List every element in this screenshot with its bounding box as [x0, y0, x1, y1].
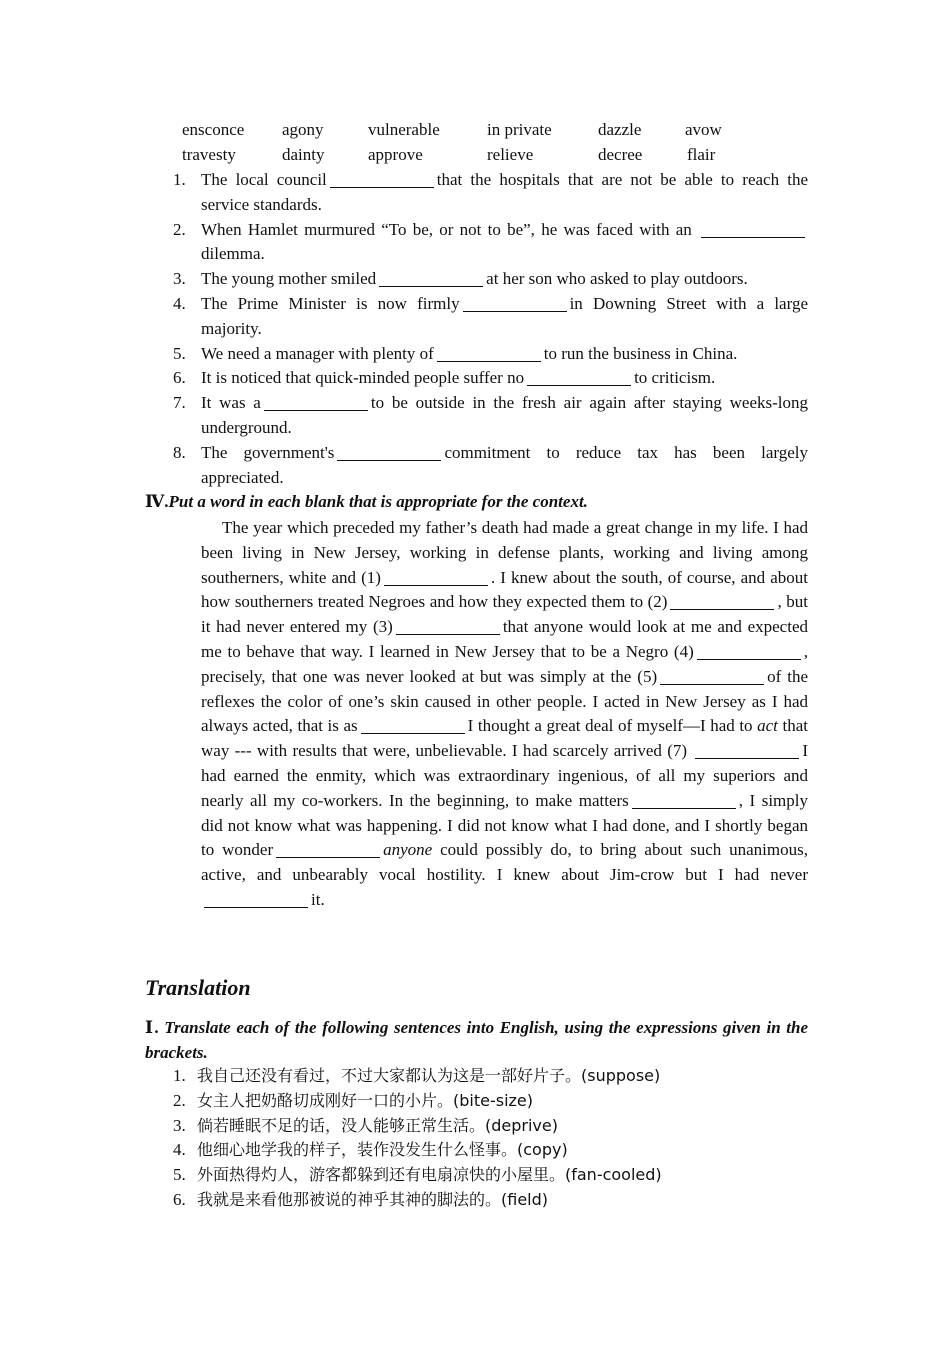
passage-text: The year which preceded my father’s death had made a great change in my life. I had been living in New Jersey, working in defense plants, working and living among southerners, white and (1) [201, 518, 808, 587]
item-text-after: in Downing Street with a large majority. [201, 293, 808, 338]
cloze-passage [201, 516, 808, 913]
item-text-before: The young mother smiled [201, 269, 377, 289]
item-text-before: It is noticed that quick-minded people suffer no [201, 368, 525, 388]
translation-heading [145, 1015, 808, 1065]
item-text-after: dilemma. [201, 244, 265, 264]
item-number: 4. [173, 293, 186, 313]
word-bank-word: dazzle [598, 120, 642, 139]
word-bank-word: travesty [182, 145, 236, 164]
item-text-before: We need a manager with plenty of [201, 343, 434, 363]
word-bank-word: relieve [487, 145, 534, 164]
translation-title: Translation [145, 975, 251, 1000]
item-text-after: commitment to reduce tax has been largely appreciated. [201, 442, 808, 487]
item-number: 3. [173, 269, 186, 289]
word-bank-word: approve [368, 145, 423, 164]
answer-blank[interactable] [527, 368, 631, 386]
translation-sentence: 我就是来看他那被说的神乎其神的脚法的。(field) [197, 1189, 549, 1209]
translation-sentence: 我自己还没有看过，不过大家都认为这是一部好片子。(suppose) [197, 1066, 661, 1085]
translation-sentence: 女主人把奶酪切成刚好一口的小片。(bite-size) [197, 1090, 534, 1110]
section-heading-text: Put a word in each blank that is appropriate for the context. [168, 492, 588, 511]
item-text-after: to criticism. [634, 368, 716, 388]
translation-item [173, 1138, 813, 1163]
exercise-item [173, 441, 808, 491]
translation-item [173, 1163, 813, 1188]
translation-heading-text: Translate each of the following sentences into English, using the expressions given in the brackets. [145, 1018, 809, 1062]
translation-item [173, 1089, 813, 1114]
item-number: 6. [173, 1189, 186, 1209]
exercise-item [173, 218, 808, 268]
item-number: 2. [173, 1090, 186, 1110]
word-bank-word: ensconce [182, 120, 245, 139]
answer-blank[interactable] [264, 393, 368, 411]
answer-blank[interactable] [697, 642, 801, 660]
item-number: 5. [173, 343, 186, 363]
item-text-before: The local council [201, 170, 327, 189]
translation-item [173, 1064, 813, 1089]
item-number: 2. [173, 219, 186, 239]
item-number: 1. [173, 1066, 186, 1085]
item-number: 5. [173, 1165, 186, 1185]
exercise-item [173, 168, 808, 218]
answer-blank[interactable] [463, 294, 567, 312]
item-text-before: It was a [201, 393, 261, 413]
item-text-after: that the hospitals that are not be able to reach the service standards. [201, 170, 808, 214]
item-number: 4. [173, 1140, 186, 1160]
section-roman-numeral: Ⅳ. [145, 492, 169, 511]
translation-list [173, 1064, 813, 1213]
answer-blank[interactable] [437, 344, 541, 362]
item-text-before: When Hamlet murmured “To be, or not to be”, he was faced with an [201, 219, 692, 239]
answer-blank[interactable] [632, 791, 736, 809]
exercise-item [173, 391, 808, 441]
passage-text: it. [311, 889, 325, 909]
passage-text: I had earned the enmity, which was extraordinary ingenious, of all my superiors and nearly all my co-workers. In the beginning, to make matters [201, 741, 808, 810]
item-number: 7. [173, 393, 186, 413]
passage-text: that anyone would look at me and expected me to behave that way. I learned in New Jersey that to be a Negro (4) [201, 617, 808, 661]
answer-blank[interactable] [361, 716, 465, 734]
answer-blank[interactable] [660, 667, 764, 685]
passage-text: , precisely, that one was never looked at but was simply at the (5) [201, 641, 808, 686]
word-bank-word: avow [685, 120, 722, 139]
item-text-before: The government's [201, 442, 335, 462]
exercise-item [173, 342, 808, 367]
item-number: 8. [173, 442, 186, 462]
translation-sentence: 他细心地学我的样子，装作没发生什么怪事。(copy) [197, 1140, 568, 1160]
item-text-after: at her son who asked to play outdoors. [486, 269, 748, 289]
exercise-item [173, 366, 808, 391]
item-number: 3. [173, 1115, 186, 1135]
exercise-item [173, 292, 808, 342]
word-bank-word: dainty [282, 145, 325, 164]
word-bank-word: flair [687, 145, 716, 164]
item-text-after: to run the business in China. [543, 343, 738, 363]
answer-blank[interactable] [379, 269, 483, 287]
fill-blank-exercise [173, 168, 808, 490]
passage-text: , but it had never entered my (3) [201, 592, 808, 637]
item-text-after: to be outside in the fresh air again after staying weeks-long underground. [201, 393, 808, 437]
answer-blank[interactable] [330, 170, 434, 188]
answer-blank[interactable] [337, 443, 441, 461]
passage-text: could possibly do, to bring about such unanimous, active, and unbearably vocal hostility. I knew about Jim-crow but I had never [201, 840, 808, 885]
exercise-item [173, 267, 808, 292]
passage-text: I thought a great deal of myself—I had to [467, 716, 753, 736]
translation-sentence: 外面热得灼人，游客都躲到还有电扇凉快的小屋里。(fan-cooled) [197, 1165, 662, 1185]
answer-blank[interactable] [695, 741, 799, 759]
passage-text: of the reflexes the color of one’s skin caused in other people. I acted in New Jersey as I had always acted, that is as [201, 666, 808, 736]
section-roman-numeral: Ⅰ. [145, 1018, 159, 1037]
word-bank-word: decree [598, 145, 643, 164]
passage-italic-text: act [757, 716, 778, 736]
answer-blank[interactable] [204, 890, 308, 908]
item-number: 1. [173, 170, 186, 189]
answer-blank[interactable] [384, 568, 488, 586]
answer-blank[interactable] [670, 592, 774, 610]
translation-sentence: 倘若睡眠不足的话，没人能够正常生活。(deprive) [197, 1115, 558, 1135]
passage-text: that way --- with results that were, unbelievable. I had scarcely arrived (7) [201, 716, 808, 761]
passage-italic-text: anyone [383, 840, 433, 860]
passage-text: , I simply did not know what was happening. I did not know what I had done, and I shortly began to wonder [201, 790, 809, 860]
answer-blank[interactable] [396, 617, 500, 635]
item-text-before: The Prime Minister is now firmly [201, 293, 460, 313]
word-bank-word: vulnerable [368, 120, 440, 139]
translation-item [173, 1114, 813, 1139]
answer-blank[interactable] [701, 220, 805, 238]
passage-text: . I knew about the south, of course, and about how southerners treated Negroes and how they expected them to (2) [201, 567, 808, 612]
item-number: 6. [173, 368, 186, 388]
section-heading [145, 490, 825, 515]
translation-item [173, 1188, 813, 1213]
answer-blank[interactable] [276, 840, 380, 858]
word-bank-word: in private [487, 120, 552, 139]
word-bank-word: agony [282, 120, 324, 139]
